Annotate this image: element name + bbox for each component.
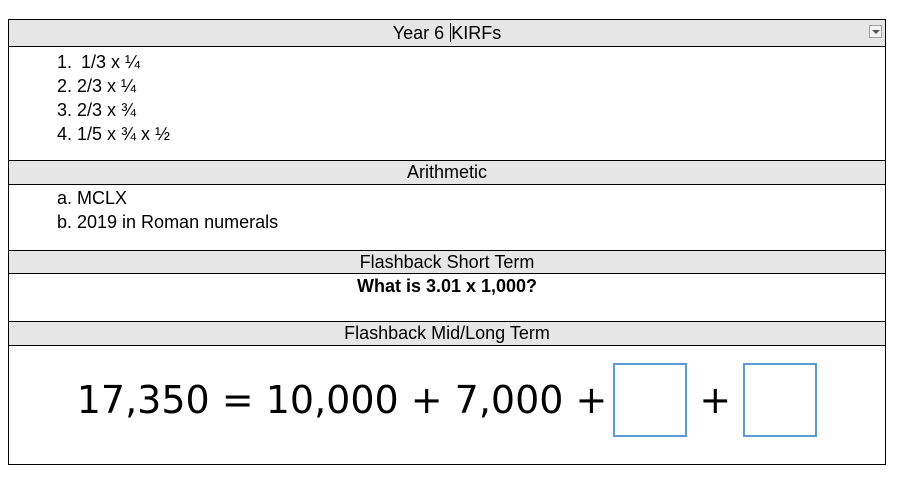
mid-long-term-header (9, 321, 885, 346)
short-term-title: Flashback Short Term (359, 252, 535, 272)
arithmetic-list (9, 186, 885, 234)
kirfs-item-3: 2/3 x ¾ (77, 100, 137, 120)
kirfs-item-4: 1/5 x ¾ x ½ (77, 124, 171, 144)
dropdown-arrow-icon[interactable] (869, 25, 882, 38)
short-term-question: What is 3.01 x 1,000? (356, 276, 538, 296)
kirfs-list (9, 50, 885, 146)
kirfs-item-2: 2/3 x ¼ (77, 76, 137, 96)
list-item (77, 210, 885, 234)
equation-text: 17,350 = 10,000 + 7,000 + (76, 378, 608, 422)
list-item (77, 186, 885, 210)
answer-box-1[interactable] (613, 363, 687, 437)
mid-long-term-title: Flashback Mid/Long Term (344, 323, 550, 343)
answer-box-2[interactable] (743, 363, 817, 437)
kirfs-body (9, 47, 885, 160)
list-item (77, 50, 885, 74)
arithmetic-body (9, 185, 885, 250)
kirfs-header (9, 20, 885, 47)
short-term-header (9, 250, 885, 274)
list-item (77, 74, 885, 98)
arithmetic-title: Arithmetic (406, 162, 487, 182)
kirfs-title-part1: Year 6 (392, 23, 450, 43)
kirfs-title-part2: KIRFs (451, 23, 502, 43)
arithmetic-header (9, 160, 885, 185)
worksheet-table (8, 19, 886, 465)
list-item (77, 98, 885, 122)
place-value-equation (9, 358, 885, 442)
short-term-body (9, 275, 885, 321)
list-item (77, 122, 885, 146)
arithmetic-item-a: MCLX (77, 188, 128, 208)
arithmetic-item-b: 2019 in Roman numerals (77, 212, 279, 232)
kirfs-item-1: 1/3 x ¼ (81, 52, 141, 72)
equation-plus: + (699, 378, 732, 422)
